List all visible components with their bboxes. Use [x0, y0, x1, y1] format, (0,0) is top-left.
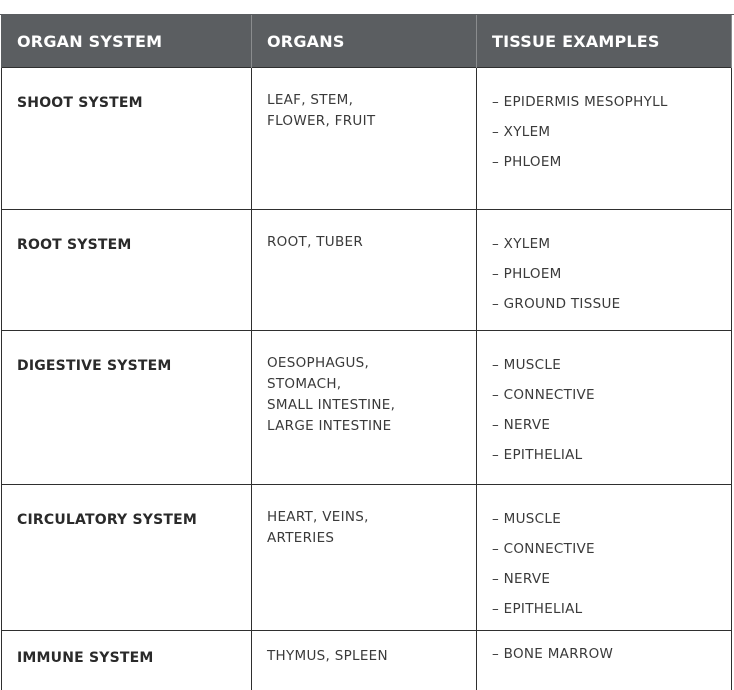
- tissues-cell: [477, 631, 732, 690]
- table-row: [2, 331, 732, 485]
- tissue-item: – GROUND TISSUE: [492, 289, 731, 319]
- header-organs: ORGANS: [252, 15, 477, 68]
- tissue-item: – PHLOEM: [492, 147, 731, 177]
- system-cell: SHOOT SYSTEM: [2, 68, 252, 210]
- tissue-item: – EPIDERMIS MESOPHYLL: [492, 87, 731, 117]
- organs-cell: [252, 68, 477, 210]
- tissue-item: – NERVE: [492, 564, 731, 594]
- table-row: [2, 631, 732, 690]
- tissue-item: – CONNECTIVE: [492, 534, 731, 564]
- tissue-item: – CONNECTIVE: [492, 380, 731, 410]
- header-organ-system: ORGAN SYSTEM: [2, 15, 252, 68]
- tissue-item: – MUSCLE: [492, 504, 731, 534]
- tissue-item: – EPITHELIAL: [492, 440, 731, 470]
- tissue-item: – XYLEM: [492, 117, 731, 147]
- tissue-item: – PHLOEM: [492, 259, 731, 289]
- organs-cell: [252, 485, 477, 631]
- organ-line: ARTERIES: [267, 528, 476, 549]
- system-cell: ROOT SYSTEM: [2, 210, 252, 331]
- table-row: [2, 485, 732, 631]
- table-header: [2, 15, 732, 68]
- table-row: [2, 68, 732, 210]
- organ-systems-table: [1, 15, 732, 690]
- organ-line: OESOPHAGUS,: [267, 353, 476, 374]
- system-cell: CIRCULATORY SYSTEM: [2, 485, 252, 631]
- tissues-cell: [477, 331, 732, 485]
- organ-line: ROOT, TUBER: [267, 232, 476, 253]
- table-body: [2, 68, 732, 690]
- header-row: [2, 15, 732, 68]
- organ-line: SMALL INTESTINE,: [267, 395, 476, 416]
- system-cell: DIGESTIVE SYSTEM: [2, 331, 252, 485]
- organs-cell: [252, 631, 477, 690]
- organ-line: FLOWER, FRUIT: [267, 111, 476, 132]
- organs-cell: [252, 210, 477, 331]
- tissue-item: – XYLEM: [492, 229, 731, 259]
- tissues-cell: [477, 485, 732, 631]
- tissue-item: – EPITHELIAL: [492, 594, 731, 624]
- table-row: [2, 210, 732, 331]
- tissue-item: – MUSCLE: [492, 350, 731, 380]
- tissues-cell: [477, 68, 732, 210]
- tissue-item: – NERVE: [492, 410, 731, 440]
- system-cell: IMMUNE SYSTEM: [2, 631, 252, 690]
- organ-line: LEAF, STEM,: [267, 90, 476, 111]
- organ-line: THYMUS, SPLEEN: [267, 646, 476, 667]
- organ-line: LARGE INTESTINE: [267, 416, 476, 437]
- tissue-item: – BONE MARROW: [492, 639, 731, 669]
- organ-line: STOMACH,: [267, 374, 476, 395]
- tissues-cell: [477, 210, 732, 331]
- header-tissue-examples: TISSUE EXAMPLES: [477, 15, 732, 68]
- organs-cell: [252, 331, 477, 485]
- organ-line: HEART, VEINS,: [267, 507, 476, 528]
